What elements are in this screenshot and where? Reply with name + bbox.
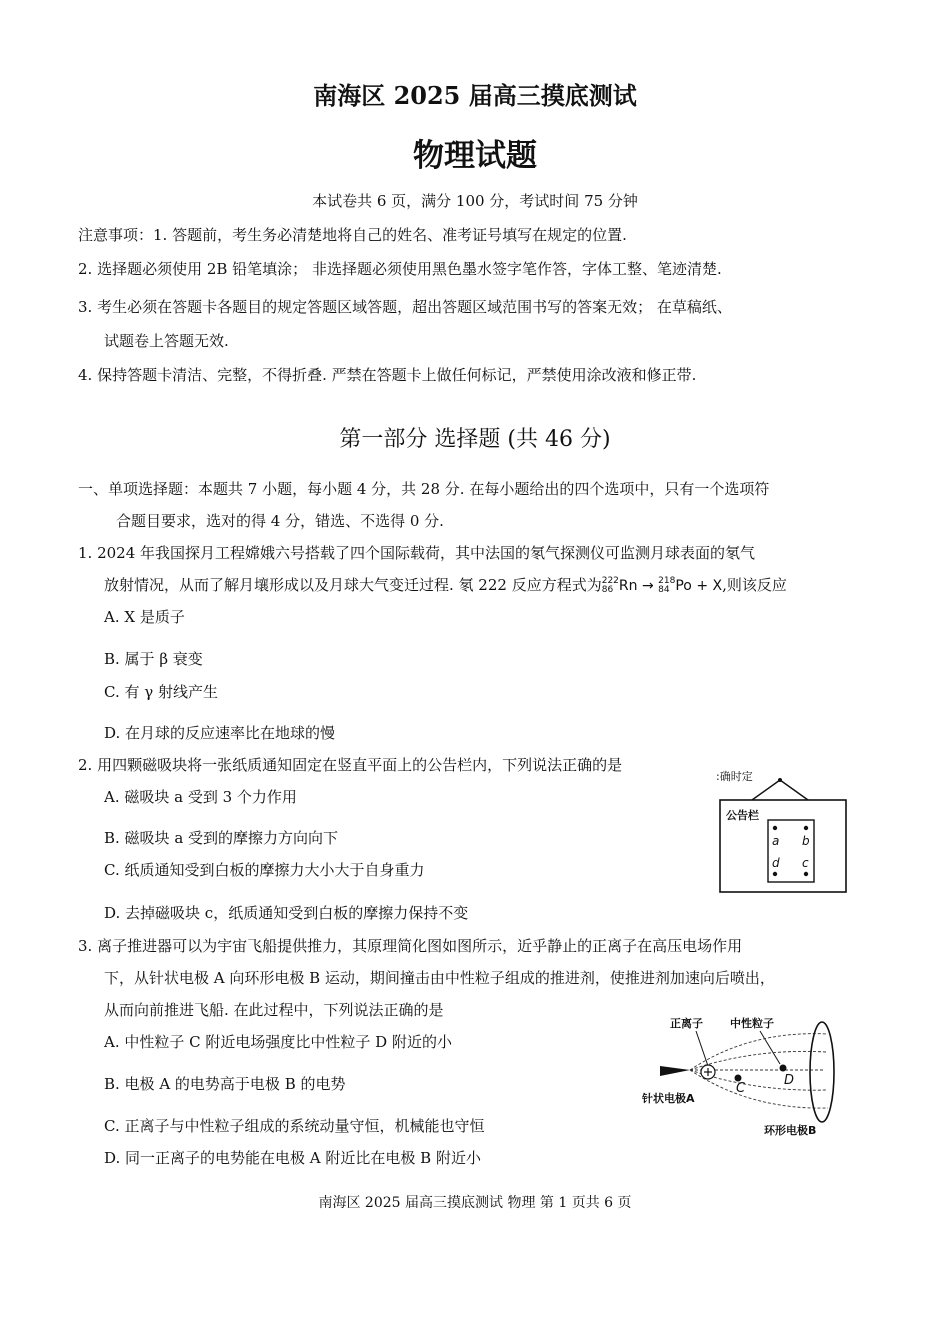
note-1: 注意事项：1. 答题前，考生务必清楚地将自己的姓名、准考证号填写在规定的位置. [78,226,627,244]
subject-title: 物理试题 [413,138,537,174]
q3-ring-electrode [810,1022,834,1122]
note-3: 3. 考生必须在答题卡各题目的规定答题区域答题，超出答题区域范围书写的答案无效； 在草稿纸、 [78,298,732,316]
q3-line3: 从而向前推进飞船. 在此过程中，下列说法正确的是 [104,1001,444,1019]
q2-magnet-a [773,826,777,830]
note-2: 2. 选择题必须使用 2B 铅笔填涂； 非选择题必须使用黑色墨水签字笔作答，字体工整、笔迹清楚. [78,260,722,278]
q1-eq-a1: 222 [601,576,619,586]
q1-eq-arrow: → [641,578,654,594]
q3-line2: 下，从针状电极 A 向环形电极 B 运动，期间撞击由中性粒子组成的推进剂，使推进剂加速向后喷出， [104,969,775,987]
section-title: 第一部分 选择题 (共 46 分) [339,427,611,452]
q1-option-a: A. X 是质子 [104,608,185,626]
q1-option-c: C. 有 γ 射线产生 [104,683,218,701]
q3-ion-thruster-figure [640,1010,846,1142]
q3-option-c: C. 正离子与中性粒子组成的系统动量守恒，机械能也守恒 [104,1117,485,1135]
q1-eq-s1: Rn [618,578,638,594]
q3-label-neutral: 中性粒子 [730,1017,774,1030]
section-intro-1: 一、单项选择题：本题共 7 小题，每小题 4 分，共 28 分. 在每小题给出的四个选项中，只有一个选项符 [78,480,770,498]
q1-line2 [104,574,787,595]
section-intro-2: 合题目要求，选对的得 4 分，错选、不选得 0 分. [116,512,444,530]
q1-eq-rest: + X [696,578,723,594]
q1-eq-z2: 84 [658,585,670,595]
q1-option-b: B. 属于 β 衰变 [104,650,203,668]
q2-magnet-b [804,826,808,830]
q3-option-d: D. 同一正离子的电势能在电极 A 附近比在电极 B 附近小 [104,1149,481,1167]
q1-eq-a2: 218 [658,576,676,586]
q3-option-b: B. 电极 A 的电势高于电极 B 的电势 [104,1075,346,1093]
q2-stem: 2. 用四颗磁吸块将一张纸质通知固定在竖直平面上的公告栏内，下列说法正确的是 [78,756,623,774]
q2-option-c: C. 纸质通知受到白板的摩擦力大小大于自身重力 [104,861,425,879]
q2-figure-top-text: :确时定 [716,770,753,783]
note-4: 4. 保持答题卡清洁、完整，不得折叠. 严禁在答题卡上做任何标记，严禁使用涂改液和修正带. [78,366,697,384]
q3-label-needle: 针状电极A [642,1092,695,1105]
q1-eq-z1: 86 [601,585,614,595]
q3-option-a: A. 中性粒子 C 附近电场强度比中性粒子 D 附近的小 [104,1033,452,1051]
q1-line1: 1. 2024 年我国探月工程嫦娥六号搭载了四个国际载荷，其中法国的氡气探测仪可监测月球表面的氡气 [78,544,756,562]
q2-label-b: b [802,834,810,848]
page-footer: 南海区 2025 届高三摸底测试 物理 第 1 页共 6 页 [318,1195,632,1211]
q2-board-label: 公告栏 [726,809,759,822]
q2-label-c: c [802,856,809,870]
q3-label-c: C [736,1081,746,1096]
exam-info: 本试卷共 6 页，满分 100 分，考试时间 75 分钟 [312,192,638,210]
q2-option-d: D. 去掉磁吸块 c，纸质通知受到白板的摩擦力保持不变 [104,904,469,922]
q2-label-a: a [772,834,780,848]
exam-title: 南海区 2025 届高三摸底测试 [313,81,637,110]
q2-bulletin-board-figure [712,768,852,896]
q1-option-d: D. 在月球的反应速率比在地球的慢 [104,724,336,742]
q3-label-d: D [784,1073,795,1088]
q1-equation [602,578,722,594]
q3-label-positive-ion: 正离子 [670,1017,703,1030]
q2-magnet-d [773,872,777,876]
q1-line2-suffix: ,则该反应 [722,576,787,594]
q2-magnet-c [804,872,808,876]
q3-particle-d [780,1065,787,1072]
note-3-cont: 试题卷上答题无效. [104,332,229,350]
q3-label-ring: 环形电极B [764,1124,817,1137]
q3-line1: 3. 离子推进器可以为宇宙飞船提供推力，其原理简化图如图所示，近乎静止的正离子在高压电场作用 [78,937,743,955]
q1-eq-s2: Po [675,578,692,594]
q1-line2-prefix: 放射情况，从而了解月壤形成以及月球大气变迁过程. 氡 222 反应方程式为 [104,576,602,594]
q2-option-a: A. 磁吸块 a 受到 3 个力作用 [104,788,297,806]
q2-label-d: d [772,856,780,870]
q3-needle-electrode [660,1066,690,1076]
q2-option-b: B. 磁吸块 a 受到的摩擦力方向向下 [104,829,339,847]
